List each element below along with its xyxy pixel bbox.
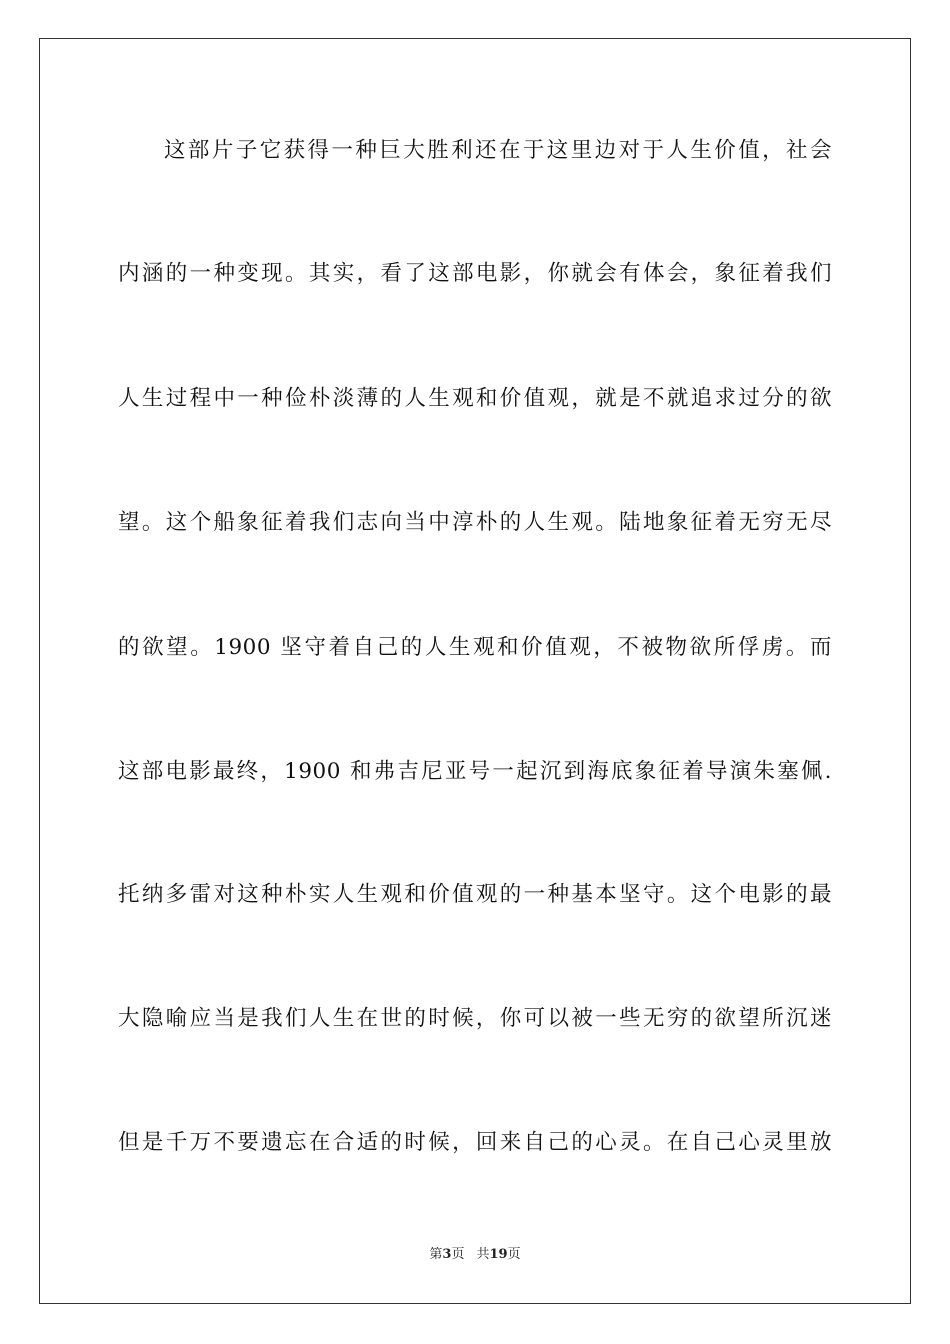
- paragraph-line: 人生过程中一种俭朴淡薄的人生观和价值观，就是不就追求过分的欲: [118, 386, 832, 411]
- page-footer: [0, 1246, 950, 1264]
- paragraph-line: 这部片子它获得一种巨大胜利还在于这里边对于人生价值，社会: [164, 138, 832, 163]
- paragraph-line: 托纳多雷对这种朴实人生观和价值观的一种基本坚守。这个电影的最: [118, 882, 832, 907]
- page-number: 3: [442, 1247, 452, 1262]
- total-prefix: 共: [476, 1247, 490, 1262]
- paragraph-line: 这部电影最终，1900 和弗吉尼亚号一起沉到海底象征着导演朱塞佩.: [118, 759, 832, 784]
- paragraph-line: 内涵的一种变现。其实，看了这部电影，你就会有体会，象征着我们: [118, 261, 832, 286]
- paragraph-line: 但是千万不要遗忘在合适的时候，回来自己的心灵。在自己心灵里放: [118, 1130, 832, 1155]
- paragraph-line: 大隐喻应当是我们人生在世的时候，你可以被一些无穷的欲望所沉迷: [118, 1006, 832, 1031]
- total-suffix: 页: [507, 1247, 521, 1262]
- paragraph-line: 的欲望。1900 坚守着自己的人生观和价值观，不被物欲所俘虏。而: [118, 635, 832, 660]
- paragraph-line: 望。这个船象征着我们志向当中淳朴的人生观。陆地象征着无穷无尽: [118, 510, 832, 535]
- page-suffix: 页: [451, 1247, 465, 1262]
- page-prefix: 第: [429, 1247, 443, 1262]
- page-frame: [39, 38, 911, 1304]
- total-pages: 19: [489, 1247, 508, 1262]
